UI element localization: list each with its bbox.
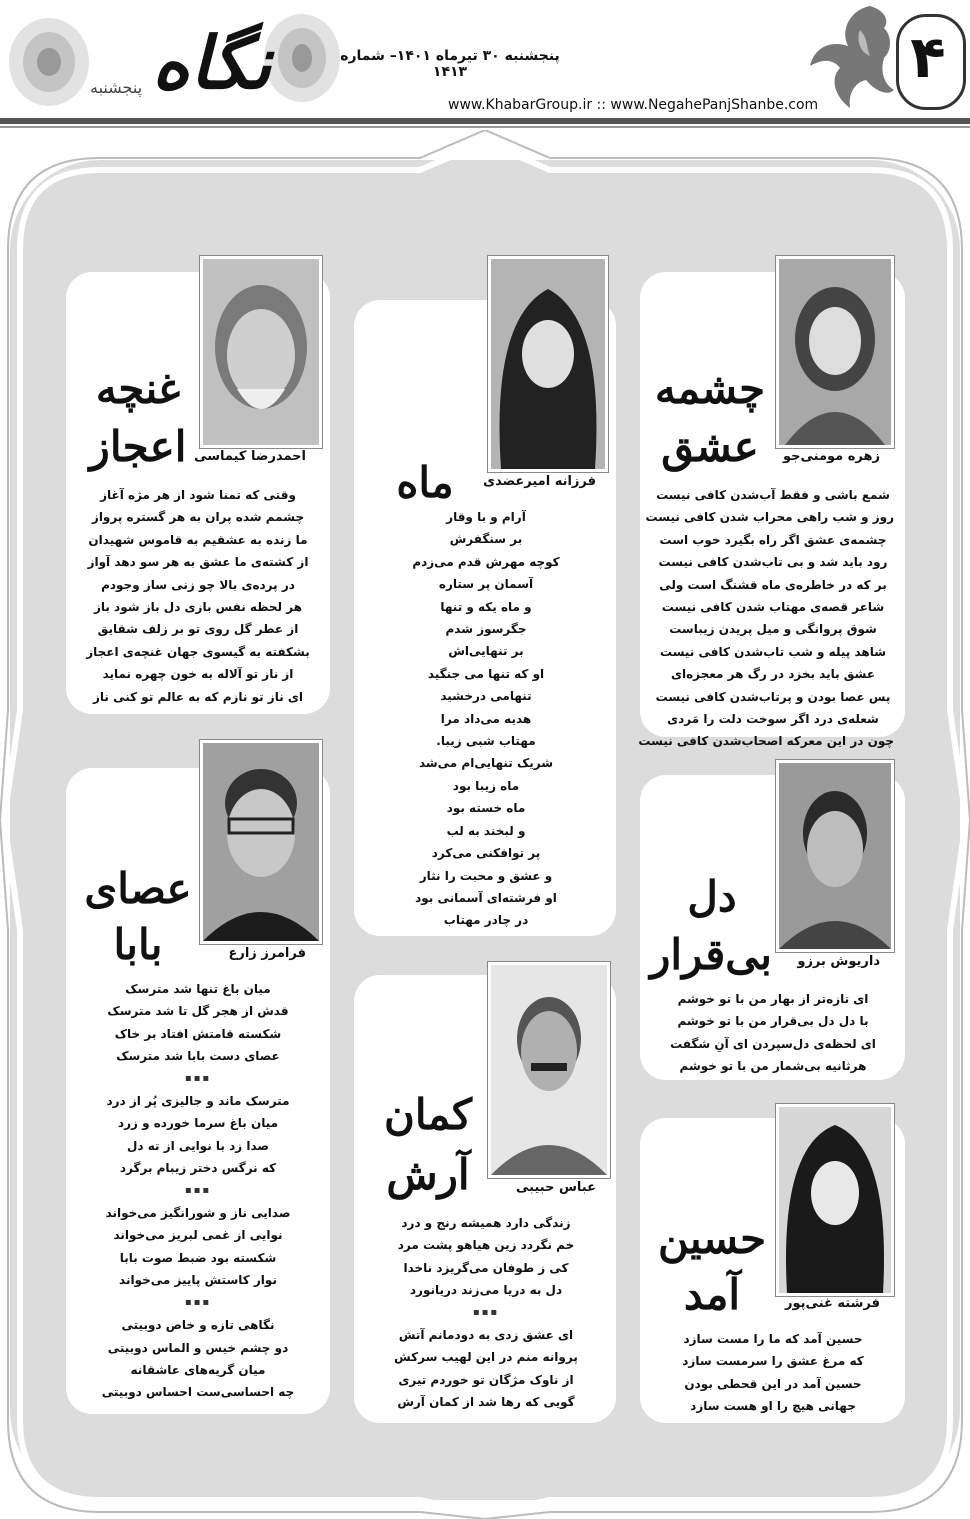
poem-line: با دل دل بی‌قرار من با تو خوشم bbox=[677, 1014, 869, 1029]
poet-name: فرشته غنی‌پور bbox=[785, 1296, 880, 1311]
poet-photo-dariush bbox=[776, 760, 894, 952]
poem-line: بشکفته به گیسوی جهان غنچه‌ی اعجاز bbox=[86, 644, 310, 659]
poem-line: چشمه‌ی عشق اگر راه بگیرد خوب است bbox=[659, 532, 887, 547]
poem-line: و لبخند به لب bbox=[446, 823, 526, 838]
stanza-separator: ▪▪▪ bbox=[472, 1306, 500, 1318]
poem-line: هدیه می‌داد مرا bbox=[440, 711, 532, 726]
poem-line: ای عشق زدی به دودمانم آتش bbox=[398, 1328, 574, 1343]
poem-line: عشق باید بخزد در رگ هر معجزه‌ای bbox=[670, 667, 876, 682]
newspaper-logo: نگاه bbox=[152, 20, 272, 105]
poet-photo-ahmadreza bbox=[200, 256, 322, 448]
portrait-icon bbox=[491, 259, 605, 469]
page-number: ۴ bbox=[910, 23, 946, 91]
poem-line: از عطر گل روی تو بر زلف شقایق bbox=[97, 622, 299, 637]
poem-line: ماه زیبا بود bbox=[452, 778, 520, 793]
poem-line: دو چشم خیس و الماس دوبیتی bbox=[107, 1340, 289, 1355]
header-divider-thin bbox=[0, 126, 970, 128]
poem-title-line1: دل bbox=[687, 872, 737, 921]
website-links[interactable]: www.KhabarGroup.ir :: www.NegahePanjShanbe.com bbox=[448, 97, 819, 113]
poem-line: او که تنها می جنگید bbox=[427, 666, 545, 681]
poem-line: ای لحظه‌ی دل‌سپردن ای آنِ شگفت bbox=[670, 1036, 876, 1051]
poem-title-line2: آمد bbox=[683, 1270, 741, 1319]
poem-line: میان باغ تنها شد مترسک bbox=[125, 982, 271, 996]
poem-line: نوار کاستش پاییز می‌خواند bbox=[119, 1273, 277, 1288]
poem-text bbox=[638, 484, 894, 753]
poem-line: مهتاب شبی زیبا. bbox=[436, 734, 536, 749]
poem-line: که مرغ عشق را سرمست سازد bbox=[682, 1354, 864, 1369]
poem-line: شریک تنهایی‌ام می‌شد bbox=[418, 756, 554, 771]
poem-line: رود باید شد و بی تاب‌شدن کافی نیست bbox=[658, 555, 888, 570]
poem-text bbox=[78, 978, 318, 1404]
poem-line: خم نگردد زین هیاهو پشت مرد bbox=[397, 1238, 575, 1253]
poem-line: در چادر مهتاب bbox=[443, 913, 529, 928]
poem-line: گویی که رها شد از کمان آرش bbox=[397, 1395, 575, 1410]
poem-title-line2: بابا bbox=[113, 920, 163, 969]
left-ornament-icon bbox=[6, 14, 92, 110]
portrait-icon bbox=[491, 965, 607, 1175]
poem-title-line2: آرش bbox=[386, 1150, 470, 1199]
poem-title-line1: حسین bbox=[657, 1214, 767, 1263]
poem-line: روز و شب راهی محراب شدن کافی نیست bbox=[645, 510, 894, 525]
poem-text bbox=[78, 484, 318, 708]
poet-photo-farzane bbox=[488, 256, 608, 472]
poem-line: چه احساسی‌ست احساس دوبیتی bbox=[101, 1385, 295, 1400]
poet-name: زهره مومنی‌جو bbox=[782, 449, 880, 464]
poem-line: از کشته‌ی ما عشق به هر سو دهد آواز bbox=[87, 555, 309, 570]
poet-photo-zohre bbox=[776, 256, 894, 448]
poem-line: و عشق و محبت را نثار bbox=[419, 868, 553, 883]
stanza-separator: ▪▪▪ bbox=[184, 1072, 212, 1084]
poem-line: ای تازه‌تر از بهار من با تو خوشم bbox=[677, 992, 869, 1006]
poem-title-line2: اعجاز bbox=[89, 422, 187, 471]
portrait-icon bbox=[779, 259, 891, 445]
poem-line: بر که در خاطره‌ی ماه قشنگ است ولی bbox=[659, 577, 887, 592]
poem-line: حسین آمد که ما را مست سازد bbox=[683, 1332, 863, 1346]
poem-line: بر سنگفرش bbox=[449, 532, 523, 547]
poem-line: حسین آمد در این قحطی بودن bbox=[684, 1376, 862, 1391]
poem-line: پس عصا بودن و پرتاب‌شدن کافی نیست bbox=[655, 689, 891, 704]
poet-photo-abbas bbox=[488, 962, 610, 1178]
poem-line: آسمان پر ستاره bbox=[438, 577, 534, 592]
poem-line: کی ز طوفان می‌گریزد ناخدا bbox=[403, 1260, 569, 1275]
poem-line: نوایی از غمی لبریز می‌خواند bbox=[113, 1228, 283, 1243]
poet-name: فرامرز زارع bbox=[228, 946, 306, 961]
poem-title-line1: چشمه bbox=[654, 364, 766, 413]
poem-title-line1: غنچه bbox=[95, 364, 181, 413]
poem-line: ماه خسته بود bbox=[446, 801, 526, 816]
poem-line: و ماه یکه و تنها bbox=[440, 599, 532, 614]
poem-line: صدایی ناز و شورانگیز می‌خواند bbox=[105, 1206, 291, 1221]
poem-line: عصای دست بابا شد مترسک bbox=[116, 1049, 280, 1064]
poem-line: پروانه منم در این لهیب سرکش bbox=[394, 1350, 578, 1365]
poem-line: تنهامی درخشید bbox=[440, 689, 532, 704]
poem-line: ای ناز تو نازم که به عالم تو کنی ناز bbox=[93, 689, 303, 704]
poem-text bbox=[652, 1328, 894, 1418]
poem-line: شاهد پیله و شب تاب‌شدن کافی نیست bbox=[659, 644, 886, 659]
poet-name: عباس حبیبی bbox=[516, 1180, 596, 1195]
poem-line: چشمم شده پران به هر گستره پرواز bbox=[91, 510, 305, 525]
poem-line: میان گریه‌های عاشقانه bbox=[130, 1362, 266, 1377]
poem-line: جهانی هیچ را او هست سازد bbox=[690, 1399, 856, 1414]
dateline: پنجشنبه ۳۰ تیرماه ۱۴۰۱– شماره ۱۴۱۳ bbox=[340, 48, 560, 80]
poet-photo-fereshte bbox=[776, 1104, 894, 1296]
poem-title: ماه bbox=[396, 458, 454, 507]
poem-line: بر تنهایی‌اش bbox=[448, 644, 524, 659]
poet-name: داریوش برزو bbox=[797, 954, 880, 969]
poem-title-line2: بی‌قرار bbox=[650, 930, 772, 979]
poem-text bbox=[652, 988, 894, 1078]
header-divider bbox=[0, 118, 970, 124]
poem-line: او فرشته‌ای آسمانی بود bbox=[415, 890, 557, 905]
poem-line: پر توافکنی می‌کرد bbox=[431, 846, 541, 861]
poet-photo-faramarz bbox=[200, 740, 322, 944]
poem-line: چون در این معرکه اصحاب‌شدن کافی نیست bbox=[638, 734, 894, 749]
poem-line: کوچه مهرش قدم می‌زدم bbox=[412, 554, 560, 569]
poem-text bbox=[366, 506, 606, 932]
poem-title-line1: کمان bbox=[384, 1090, 472, 1139]
poem-line: که نرگس دختر زیبام برگرد bbox=[119, 1161, 277, 1176]
portrait-icon bbox=[203, 743, 319, 941]
poet-name: احمدرضا کیماسی bbox=[194, 449, 306, 464]
poem-line: شمع باشی و فقط آب‌شدن کافی نیست bbox=[656, 488, 890, 502]
poem-line: جگرسوز شدم bbox=[445, 622, 527, 637]
poem-line: آرام و با وقار bbox=[446, 510, 526, 524]
poem-text bbox=[366, 1212, 606, 1414]
poem-line: شوق پروانگی و میل پریدن زیباست bbox=[669, 622, 877, 637]
poem-title-line1: عصای bbox=[84, 864, 192, 913]
poem-line: نگاهی تازه و خاص دوبیتی bbox=[121, 1318, 275, 1333]
poem-line: میان باغ سرما خورده و زرد bbox=[117, 1116, 279, 1131]
poem-line: شاعر قصه‌ی مهتاب شدن کافی نیست bbox=[661, 600, 885, 615]
poem-line: وقتی که تمنا شود از هر مژه آغاز bbox=[100, 488, 296, 502]
portrait-icon bbox=[779, 1107, 891, 1293]
poet-name: فرزانه امیرعضدی bbox=[483, 474, 596, 489]
stanza-separator: ▪▪▪ bbox=[184, 1296, 212, 1308]
portrait-icon bbox=[203, 259, 319, 445]
poem-line: دل به دریا می‌زند دریانورد bbox=[409, 1283, 563, 1298]
poem-line: قدش از هجر گل تا شد مترسک bbox=[107, 1004, 289, 1019]
poem-line: زندگی دارد همیشه رنج و درد bbox=[401, 1216, 571, 1230]
poem-line: ما زنده به عشقیم به قاموس شهیدان bbox=[88, 532, 308, 547]
stanza-separator: ▪▪▪ bbox=[184, 1184, 212, 1196]
portrait-icon bbox=[779, 763, 891, 949]
poem-line: هر لحظه نفس بازی دل باز شود باز bbox=[93, 600, 303, 615]
newspaper-logo-subtitle: پنجشنبه bbox=[90, 78, 143, 97]
poem-line: شکسته بود ضبط صوت بابا bbox=[119, 1250, 277, 1265]
poem-line: شعله‌ی درد اگر سوخت دلت را مَردی bbox=[667, 712, 879, 727]
poem-title-line2: عشق bbox=[661, 422, 759, 471]
poem-line: از ناوک مژگان تو خوردم تیری bbox=[398, 1372, 574, 1387]
poem-line: صدا زد با نوایی از ته دل bbox=[127, 1138, 269, 1153]
poem-line: شکسته قامتش افتاد بر خاک bbox=[114, 1026, 282, 1041]
poem-line: از ناز تو آلاله به خون چهره نماید bbox=[102, 667, 294, 682]
poem-line: هرثانیه بی‌شمار من با تو خوشم bbox=[679, 1059, 867, 1074]
poem-line: در پرده‌ی بالا چو زنی ساز وجودم bbox=[101, 577, 295, 592]
poem-line: مترسک ماند و جالیزی پُر از درد bbox=[106, 1094, 290, 1109]
